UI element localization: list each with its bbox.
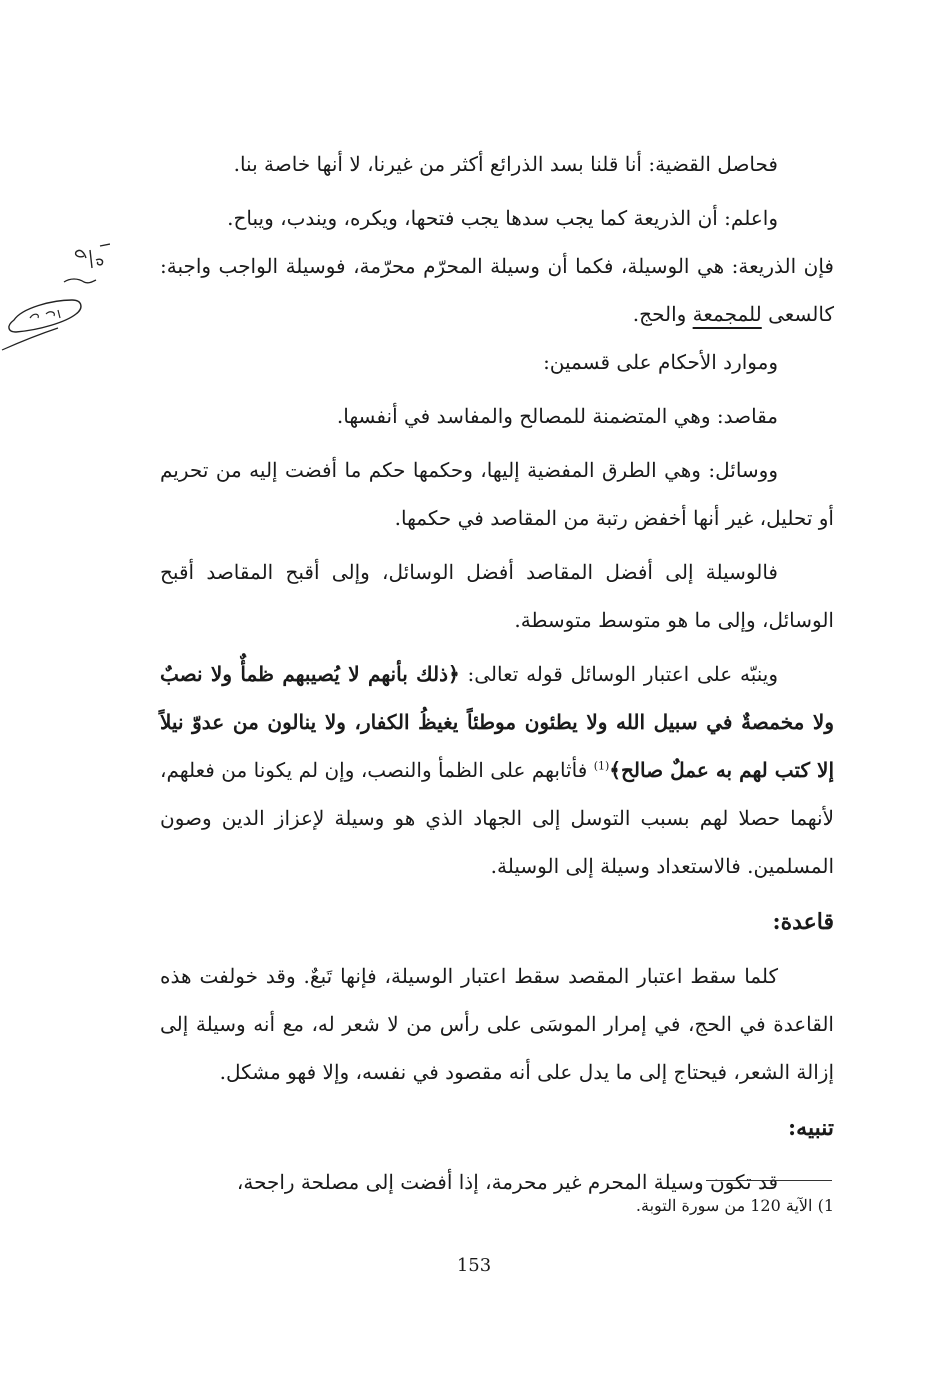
footnote-divider	[706, 1180, 832, 1181]
footnote-text: الآية 120 من سورة التوبة.	[635, 1196, 813, 1215]
verse-intro: وينبّه على اعتبار الوسائل قوله تعالى:	[459, 662, 778, 686]
paragraph-rule: كلما سقط اعتبار المقصد سقط اعتبار الوسيلة، فإنها تَبعٌ. وقد خولفت هذه القاعدة في الحج، في إمرار الموسَى على رأس من لا شعر له، مع أنه وسيلة إلى إزالة الشعر، فيحتاج إلى ما يدل على أنه مقصود في نفسه، وإلا فهو مشكل.	[160, 964, 834, 1084]
handwritten-annotation-icon	[0, 238, 110, 358]
paragraph-ends: مقاصد: وهي المتضمنة للمصالح والمفاسد في أنفسها.	[336, 404, 778, 428]
footnote	[520, 1194, 834, 1218]
paragraph-means: ووسائل: وهي الطرق المفضية إليها، وحكمها حكم ما أفضت إليه من تحريم أو تحليل، غير أنها أخفض رتبة من المقاصد في حكمها.	[160, 458, 834, 530]
underlined-word: للمجمعة	[692, 302, 762, 326]
heading-rule: قاعدة:	[772, 909, 834, 935]
paragraph-verse	[160, 650, 834, 890]
paragraph-know: واعلم: أن الذريعة كما يجب سدها يجب فتحها، ويكره، ويندب، ويباح.	[227, 206, 778, 230]
paragraph-sources: وموارد الأحكام على قسمين:	[543, 350, 778, 374]
definition-start: فإن الذريعة: هي الوسيلة، فكما أن وسيلة المحرّم محرّمة، فوسيلة الواجب واجبة: كالسعى	[160, 254, 834, 326]
paragraph-notice: قد تكون وسيلة المحرم غير محرمة، إذا أفضت إلى مصلحة راجحة،	[236, 1170, 778, 1194]
main-text	[160, 140, 834, 1206]
footnote-number: 1)	[817, 1196, 834, 1215]
definition-end: والحج.	[632, 302, 693, 326]
paragraph-conclusion: فحاصل القضية: أنا قلنا بسد الذرائع أكثر من غيرنا، لا أنها خاصة بنا.	[233, 152, 778, 176]
paragraph-best-means: فالوسيلة إلى أفضل المقاصد أفضل الوسائل، وإلى أقبح المقاصد أقبح الوسائل، وإلى ما هو متوسط متوسطة.	[160, 560, 834, 632]
footnote-reference: (1)	[593, 759, 610, 773]
verse-explanation: فأثابهم على الظمأ والنصب، وإن لم يكونا من فعلهم، لأنهما حصلا لهم بسبب التوسل إلى الجهاد الذي هو وسيلة لإعزاز الدين وصون المسلمين. فالاستعداد وسيلة إلى الوسيلة.	[160, 758, 834, 878]
paragraph-definition	[160, 242, 834, 338]
quran-verse: ﴿ذلك بأنهم لا يُصيبهم ظمأٌ ولا نصبٌ ولا مخمصةٌ في سبيل الله ولا يطئون موطئاً يغيظُ الكفار، ولا ينالون من عدوّ نيلاً إلا كتب لهم به عملٌ صالح﴾	[160, 662, 835, 782]
page-number: 153	[456, 1255, 492, 1276]
heading-notice: تنبيه:	[788, 1115, 834, 1141]
